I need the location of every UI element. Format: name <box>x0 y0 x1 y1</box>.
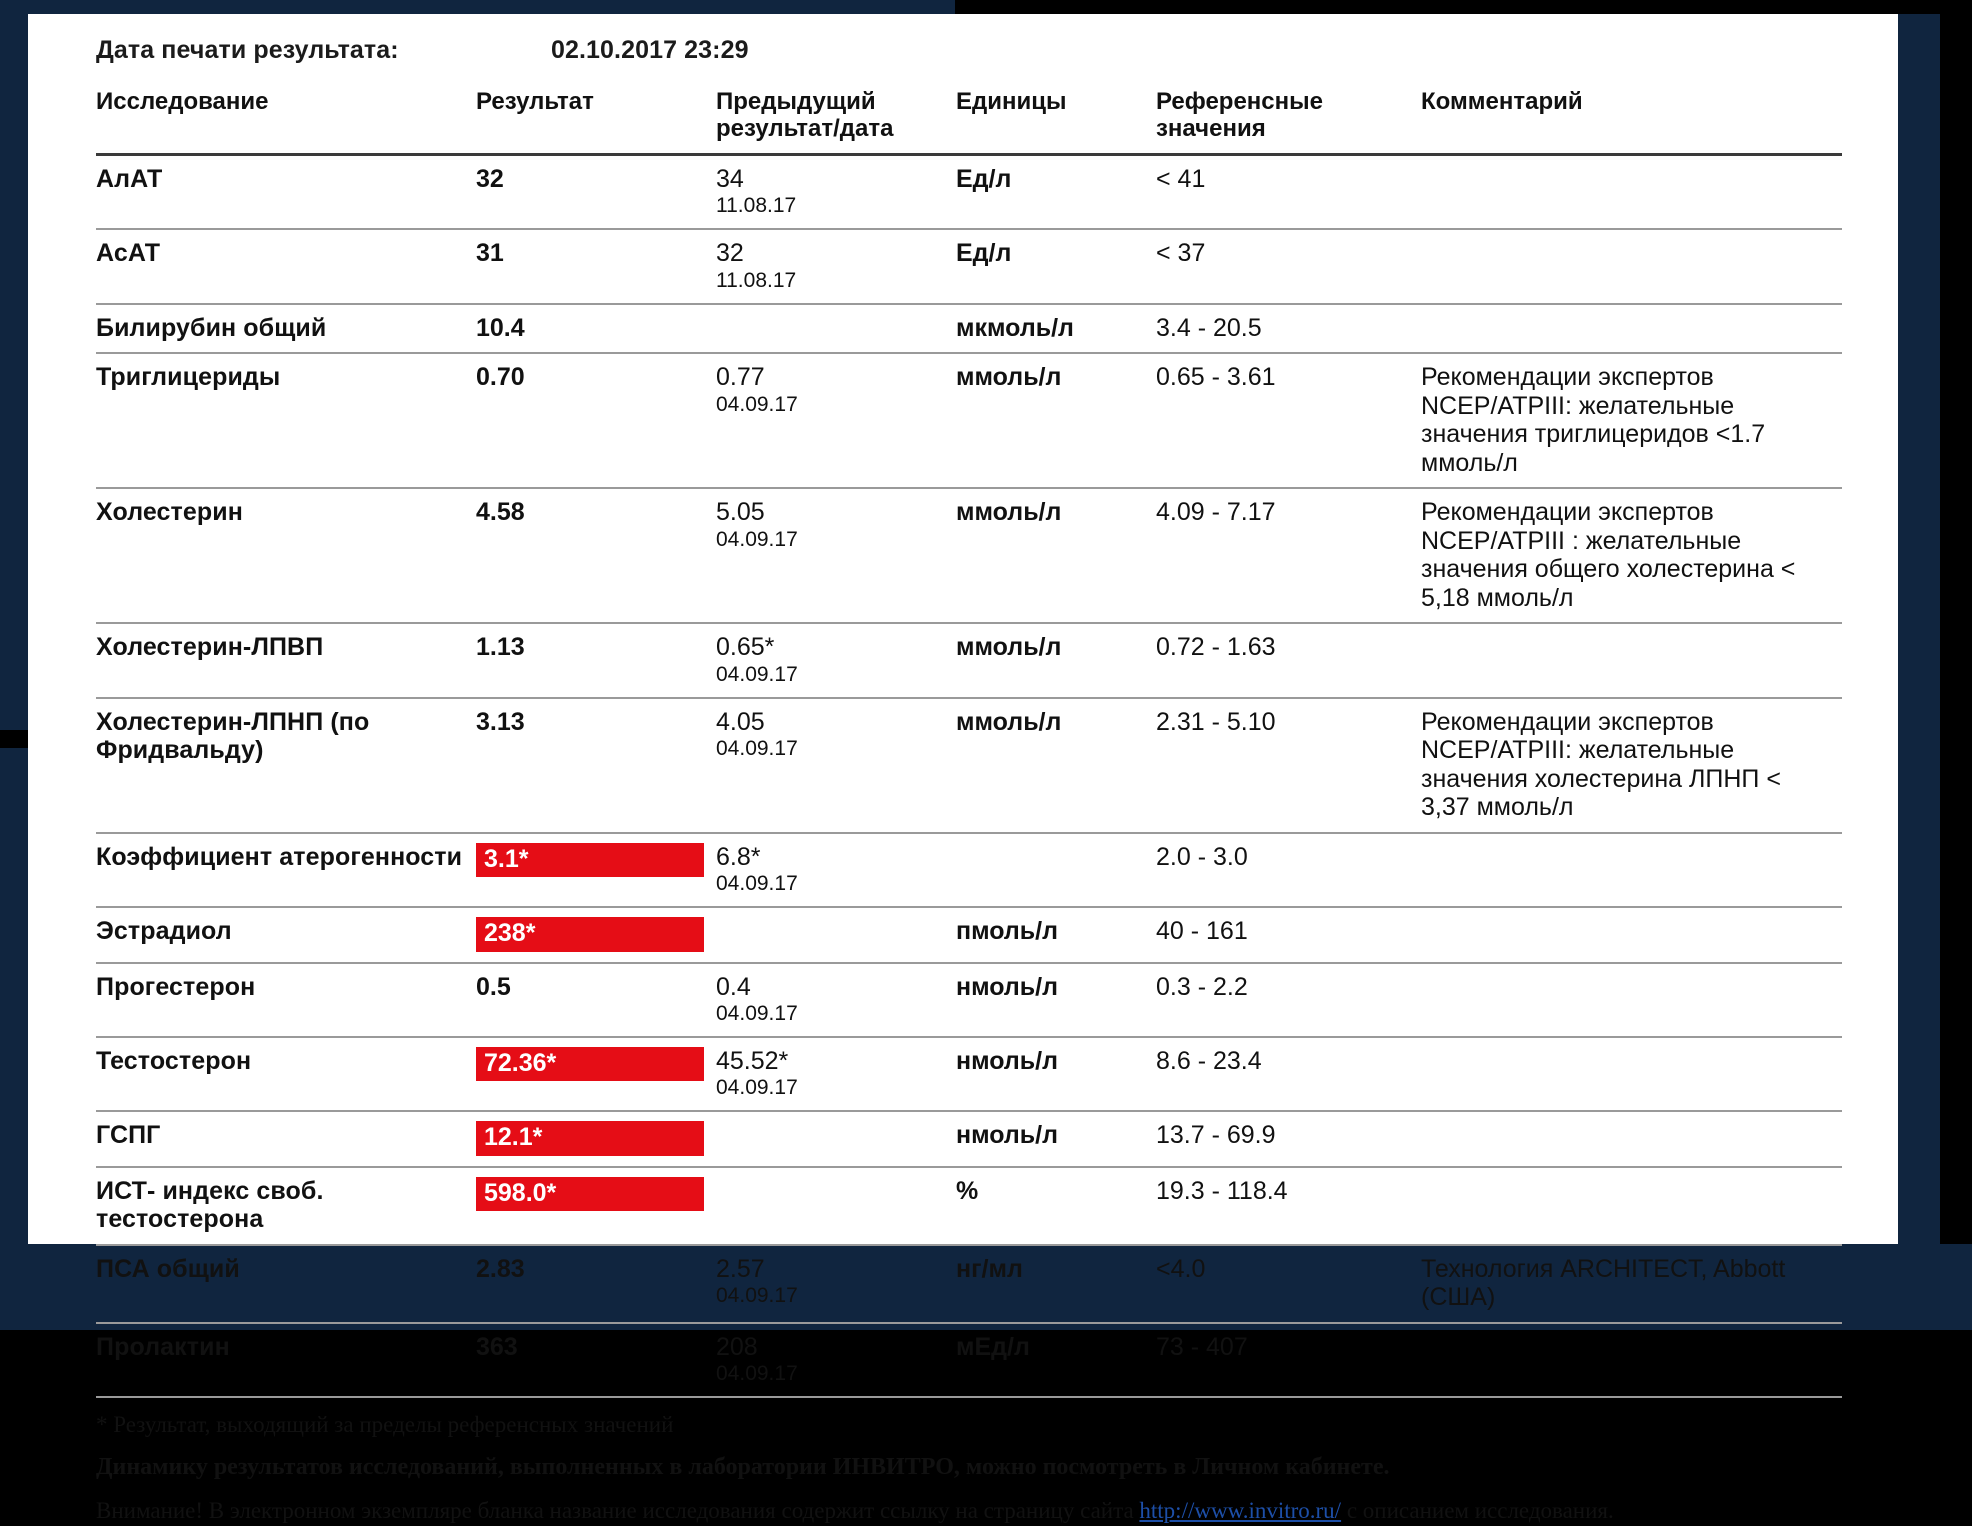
result-value: 4.58 <box>476 488 716 623</box>
table-row <box>96 1167 1842 1245</box>
result-value: 31 <box>476 229 716 303</box>
result-name[interactable]: Билирубин общий <box>96 304 476 354</box>
reference-range: < 41 <box>1156 154 1421 229</box>
col-header-result: Результат <box>476 88 594 115</box>
table-row <box>96 353 1842 488</box>
reference-range: <4.0 <box>1156 1245 1421 1323</box>
result-name[interactable]: Тестостерон <box>96 1037 476 1111</box>
result-comment <box>1421 963 1842 1037</box>
result-name[interactable]: АлАТ <box>96 154 476 229</box>
result-value <box>476 1037 716 1111</box>
reference-range: 13.7 - 69.9 <box>1156 1111 1421 1167</box>
previous-result-value: 2.57 <box>716 1254 765 1283</box>
result-units <box>956 833 1156 907</box>
result-units: мЕд/л <box>956 1323 1156 1397</box>
result-comment <box>1421 907 1842 963</box>
invitro-site-link[interactable]: http://www.invitro.ru/ <box>1139 1498 1342 1524</box>
abnormal-result-highlight: 72.36* <box>476 1047 704 1082</box>
footnote-dynamics: Динамику результатов исследований, выполненных в лаборатории ИНВИТРО, можно посмотреть в Личном кабинете. <box>96 1454 1390 1481</box>
table-row <box>96 833 1842 907</box>
lab-results-table <box>96 89 1842 1398</box>
result-units: мкмоль/л <box>956 304 1156 354</box>
result-value: 1.13 <box>476 623 716 697</box>
result-name[interactable]: ГСПГ <box>96 1111 476 1167</box>
previous-result <box>716 488 956 623</box>
previous-result <box>716 154 956 229</box>
previous-result-value: 34 <box>716 164 744 193</box>
result-comment <box>1421 1167 1842 1245</box>
table-row <box>96 1323 1842 1397</box>
previous-result <box>716 907 956 963</box>
result-comment <box>1421 833 1842 907</box>
previous-result-value: 5.05 <box>716 498 765 527</box>
result-value: 2.83 <box>476 1245 716 1323</box>
result-units: нмоль/л <box>956 1111 1156 1167</box>
result-value: 10.4 <box>476 304 716 354</box>
window-frame-top-left <box>0 0 955 14</box>
result-comment <box>1421 304 1842 354</box>
reference-range: 0.65 - 3.61 <box>1156 353 1421 488</box>
previous-result-date: 04.09.17 <box>716 1362 798 1386</box>
previous-result-value: 0.4 <box>716 972 751 1001</box>
table-row <box>96 488 1842 623</box>
table-row <box>96 907 1842 963</box>
table-row <box>96 698 1842 833</box>
previous-result-date: 04.09.17 <box>716 1284 798 1308</box>
lab-report-sheet <box>28 14 1898 1524</box>
previous-result <box>716 623 956 697</box>
footnotes <box>96 1412 1842 1526</box>
result-units: пмоль/л <box>956 907 1156 963</box>
col-header-name: Исследование <box>96 88 269 115</box>
previous-result-value: 208 <box>716 1332 758 1361</box>
result-value <box>476 907 716 963</box>
abnormal-result-highlight: 238* <box>476 917 704 952</box>
previous-result-value: 45.52* <box>716 1046 789 1075</box>
result-comment <box>1421 1037 1842 1111</box>
col-header-comment: Комментарий <box>1421 88 1583 115</box>
result-value: 0.70 <box>476 353 716 488</box>
reference-range: < 37 <box>1156 229 1421 303</box>
previous-result-value: 32 <box>716 239 744 268</box>
result-units: ммоль/л <box>956 488 1156 623</box>
result-name[interactable]: Холестерин <box>96 488 476 623</box>
previous-result-date: 04.09.17 <box>716 1002 798 1025</box>
result-units: ммоль/л <box>956 623 1156 697</box>
abnormal-result-highlight: 3.1* <box>476 843 704 878</box>
table-row <box>96 1037 1842 1111</box>
result-value <box>476 833 716 907</box>
result-name[interactable]: Коэффициент атерогенности <box>96 833 476 907</box>
reference-range: 4.09 - 7.17 <box>1156 488 1421 623</box>
table-head <box>96 89 1842 154</box>
result-units: ммоль/л <box>956 698 1156 833</box>
result-value: 32 <box>476 154 716 229</box>
reference-range: 19.3 - 118.4 <box>1156 1167 1421 1245</box>
table-row <box>96 154 1842 229</box>
previous-result <box>716 1167 956 1245</box>
table-row <box>96 304 1842 354</box>
result-name[interactable]: Эстрадиол <box>96 907 476 963</box>
result-comment: Технология ARCHITECT, Abbott (США) <box>1421 1245 1842 1323</box>
previous-result <box>716 833 956 907</box>
result-name[interactable]: Холестерин-ЛПНП (по Фридвальду) <box>96 698 476 833</box>
print-date-value: 02.10.2017 23:29 <box>551 36 749 64</box>
window-frame-left-gap <box>0 730 28 748</box>
col-header-previous-line2: результат/дата <box>716 114 894 142</box>
col-header-previous-line1: Предыдущий <box>716 88 876 115</box>
table-row <box>96 963 1842 1037</box>
reference-range: 3.4 - 20.5 <box>1156 304 1421 354</box>
result-value: 363 <box>476 1323 716 1397</box>
result-value: 0.5 <box>476 963 716 1037</box>
previous-result-date: 04.09.17 <box>716 392 798 416</box>
footnote-asterisk: * Результат, выходящий за пределы референсных значений <box>96 1412 674 1438</box>
result-comment: Рекомендации экспертов NCEP/ATPIII : желательные значения общего холестерина < 5,18 ммоль/л <box>1421 488 1842 623</box>
result-value: 3.13 <box>476 698 716 833</box>
previous-result <box>716 698 956 833</box>
footnote-attention-part2: с описанием исследования. <box>1341 1498 1614 1524</box>
previous-result <box>716 1323 956 1397</box>
window-frame-left <box>0 14 28 1244</box>
col-header-units: Единицы <box>956 88 1067 115</box>
previous-result-date: 04.09.17 <box>716 737 798 761</box>
previous-result <box>716 1037 956 1111</box>
result-name[interactable]: ПСА общий <box>96 1245 476 1323</box>
table-header-row <box>96 89 1842 154</box>
window-frame-right-dark <box>1940 14 1972 1244</box>
result-units: ммоль/л <box>956 353 1156 488</box>
col-header-reference <box>1156 89 1421 154</box>
result-value <box>476 1167 716 1245</box>
previous-result-date: 04.09.17 <box>716 872 798 896</box>
reference-range: 73 - 407 <box>1156 1323 1421 1397</box>
result-units: Ед/л <box>956 229 1156 303</box>
print-date-row <box>96 36 1842 65</box>
result-comment <box>1421 623 1842 697</box>
table-row <box>96 229 1842 303</box>
reference-range: 8.6 - 23.4 <box>1156 1037 1421 1111</box>
previous-result <box>716 229 956 303</box>
result-name[interactable]: Триглицериды <box>96 353 476 488</box>
window-frame-top-right <box>955 0 1972 14</box>
previous-result-value: 0.65* <box>716 633 775 662</box>
previous-result-date: 04.09.17 <box>716 1076 798 1100</box>
result-comment <box>1421 154 1842 229</box>
previous-result <box>716 353 956 488</box>
result-comment <box>1421 229 1842 303</box>
previous-result-date: 11.08.17 <box>716 268 797 292</box>
result-name[interactable]: АсАТ <box>96 229 476 303</box>
footnote-attention-part1: Внимание! В электронном экземпляре бланка название исследования содержит ссылку на страницу сайта <box>96 1498 1140 1524</box>
col-header-reference-line2: значения <box>1156 114 1266 142</box>
result-name[interactable]: Пролактин <box>96 1323 476 1397</box>
result-units: Ед/л <box>956 154 1156 229</box>
previous-result-date: 11.08.17 <box>716 194 797 218</box>
previous-result-date: 04.09.17 <box>716 527 798 551</box>
col-header-reference-line1: Референсные <box>1156 88 1323 115</box>
result-name[interactable]: Прогестерон <box>96 963 476 1037</box>
abnormal-result-highlight: 12.1* <box>476 1121 704 1156</box>
previous-result-value: 4.05 <box>716 707 765 736</box>
reference-range: 2.0 - 3.0 <box>1156 833 1421 907</box>
col-header-previous <box>716 89 956 154</box>
result-comment: Рекомендации экспертов NCEP/ATPIII: желательные значения холестерина ЛПНП < 3,37 ммоль/л <box>1421 698 1842 833</box>
reference-range: 0.72 - 1.63 <box>1156 623 1421 697</box>
table-body <box>96 154 1842 1397</box>
result-units: % <box>956 1167 1156 1245</box>
reference-range: 0.3 - 2.2 <box>1156 963 1421 1037</box>
result-comment <box>1421 1323 1842 1397</box>
previous-result-date: 04.09.17 <box>716 662 798 686</box>
previous-result-value: 6.8* <box>716 842 761 871</box>
footnote-attention <box>96 1497 1842 1526</box>
previous-result-value: 0.77 <box>716 363 765 392</box>
reference-range: 2.31 - 5.10 <box>1156 698 1421 833</box>
result-units: нмоль/л <box>956 1037 1156 1111</box>
previous-result <box>716 963 956 1037</box>
result-units: нмоль/л <box>956 963 1156 1037</box>
previous-result <box>716 1111 956 1167</box>
result-value <box>476 1111 716 1167</box>
result-name[interactable]: ИСТ- индекс своб. тестостерона <box>96 1167 476 1245</box>
abnormal-result-highlight: 598.0* <box>476 1177 704 1212</box>
result-comment: Рекомендации экспертов NCEP/ATPIII: желательные значения триглицеридов <1.7 ммоль/л <box>1421 353 1842 488</box>
table-row <box>96 1245 1842 1323</box>
reference-range: 40 - 161 <box>1156 907 1421 963</box>
table-row <box>96 623 1842 697</box>
previous-result <box>716 1245 956 1323</box>
table-row <box>96 1111 1842 1167</box>
result-units: нг/мл <box>956 1245 1156 1323</box>
result-name[interactable]: Холестерин-ЛПВП <box>96 623 476 697</box>
print-date-label: Дата печати результата: <box>96 36 399 64</box>
previous-result <box>716 304 956 354</box>
result-comment <box>1421 1111 1842 1167</box>
